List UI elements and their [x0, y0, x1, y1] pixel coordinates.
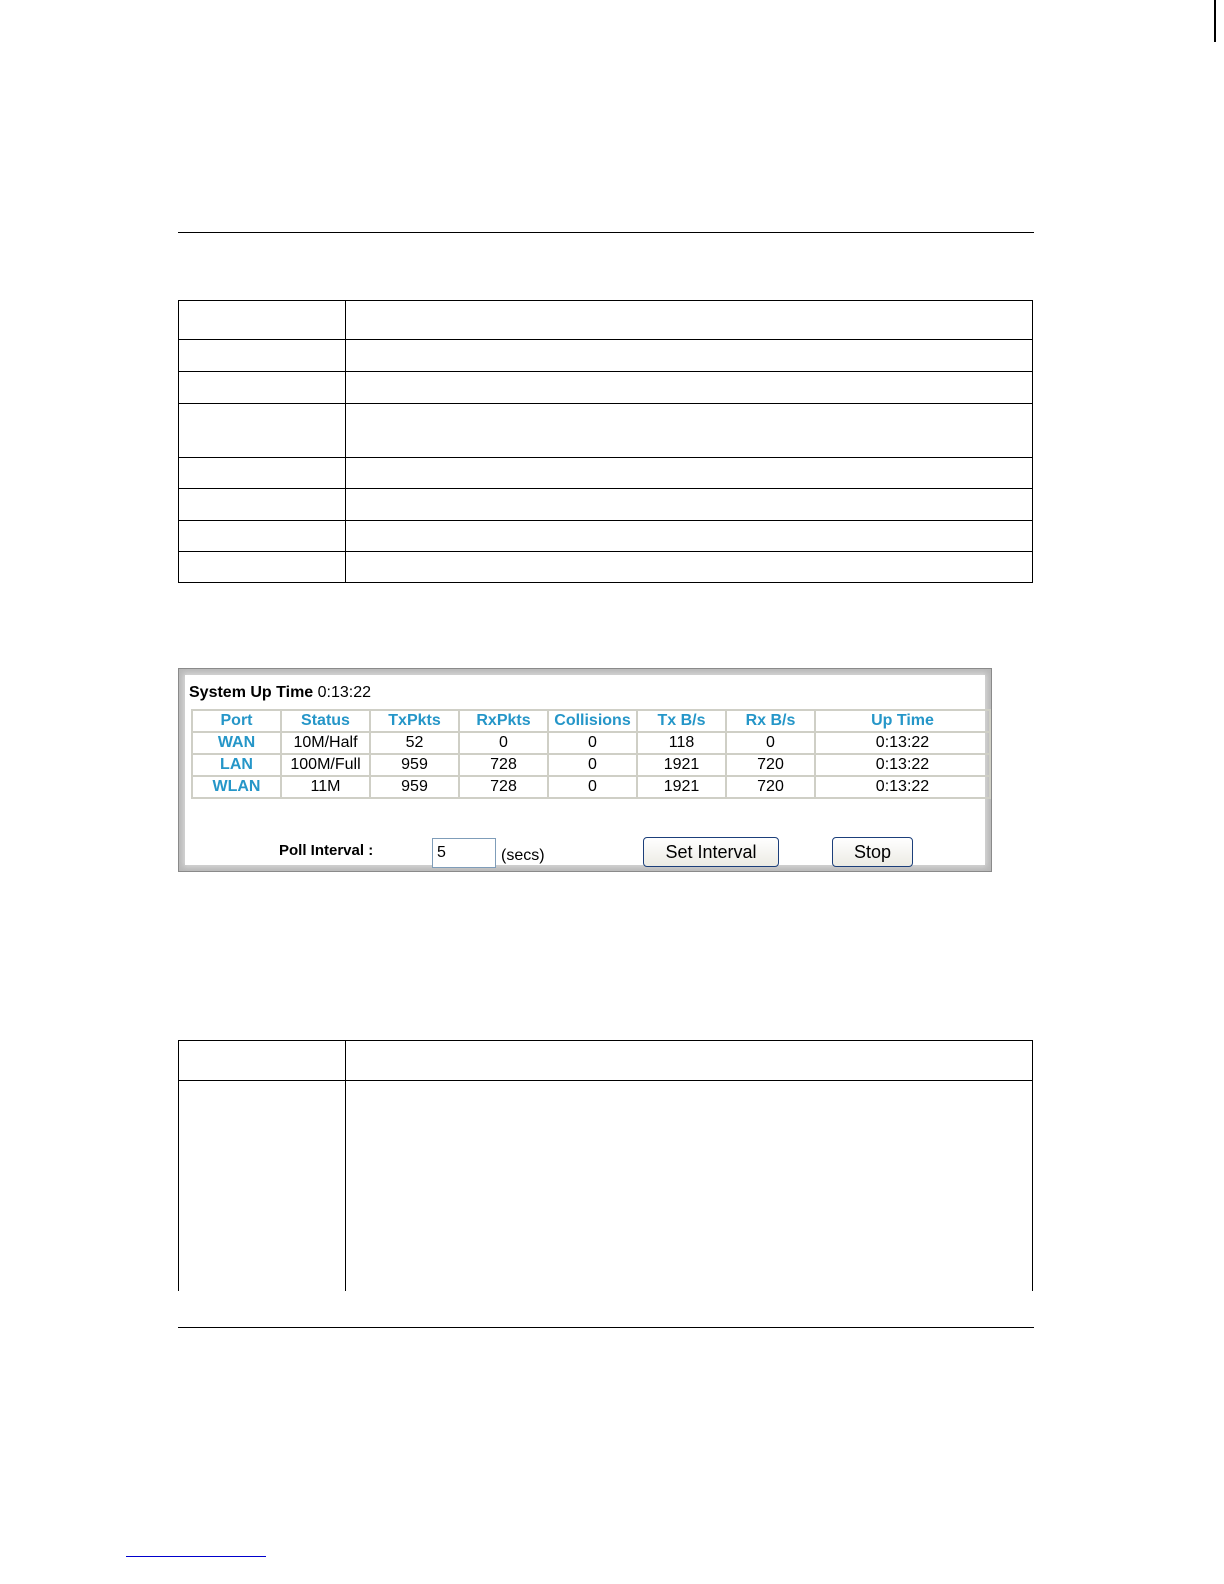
doc-cell [346, 1041, 1033, 1081]
doc-table-row [179, 1081, 1033, 1291]
doc-cell [179, 489, 346, 521]
description-table-top [178, 300, 1033, 583]
up-time-cell: 0:13:22 [815, 754, 990, 776]
doc-cell [346, 372, 1033, 404]
column-header-tx-bs: Tx B/s [637, 710, 726, 732]
system-up-time-value: 0:13:22 [317, 684, 372, 701]
up-time-cell: 0:13:22 [815, 776, 990, 798]
rx-bs-cell: 720 [726, 754, 815, 776]
port-cell: LAN [192, 754, 281, 776]
txpkts-cell: 959 [370, 754, 459, 776]
description-table-bottom [178, 1040, 1033, 1291]
collisions-cell: 0 [548, 732, 637, 754]
header-rule [178, 232, 1034, 233]
system-up-time [189, 684, 371, 702]
doc-cell [179, 340, 346, 372]
column-header-status: Status [281, 710, 370, 732]
doc-cell [179, 372, 346, 404]
column-header-txpkts: TxPkts [370, 710, 459, 732]
stats-header-row [192, 710, 990, 732]
system-up-time-label: System Up Time [189, 684, 314, 701]
tx-bs-cell: 1921 [637, 754, 726, 776]
txpkts-cell: 52 [370, 732, 459, 754]
status-cell: 11M [281, 776, 370, 798]
rxpkts-cell: 728 [459, 776, 548, 798]
doc-table-header-row [179, 301, 1033, 340]
table-row [192, 732, 990, 754]
poll-interval-input[interactable] [432, 838, 496, 868]
column-header-collisions: Collisions [548, 710, 637, 732]
rxpkts-cell: 0 [459, 732, 548, 754]
port-statistics-table [191, 709, 991, 799]
doc-cell [346, 552, 1033, 583]
table-row [192, 776, 990, 798]
doc-table-row [179, 521, 1033, 552]
column-header-port: Port [192, 710, 281, 732]
poll-interval-label: Poll Interval : [279, 842, 374, 859]
doc-cell [346, 404, 1033, 458]
doc-cell [346, 458, 1033, 489]
doc-table-row [179, 552, 1033, 583]
txpkts-cell: 959 [370, 776, 459, 798]
doc-cell [346, 1081, 1033, 1291]
doc-table-row [179, 404, 1033, 458]
port-cell: WAN [192, 732, 281, 754]
tx-bs-cell: 1921 [637, 776, 726, 798]
footer-link-underline [126, 1556, 266, 1557]
doc-cell [346, 340, 1033, 372]
port-cell: WLAN [192, 776, 281, 798]
doc-cell [179, 301, 346, 340]
doc-cell [346, 521, 1033, 552]
doc-cell [179, 521, 346, 552]
collisions-cell: 0 [548, 776, 637, 798]
column-header-rxpkts: RxPkts [459, 710, 548, 732]
secs-label: (secs) [501, 847, 545, 864]
statistics-panel [185, 675, 985, 865]
up-time-cell: 0:13:22 [815, 732, 990, 754]
collisions-cell: 0 [548, 754, 637, 776]
status-cell: 10M/Half [281, 732, 370, 754]
doc-cell [346, 301, 1033, 340]
table-row [192, 754, 990, 776]
rx-bs-cell: 0 [726, 732, 815, 754]
doc-table-row [179, 489, 1033, 521]
doc-cell [179, 552, 346, 583]
status-cell: 100M/Full [281, 754, 370, 776]
stop-button[interactable]: Stop [832, 837, 913, 867]
doc-table-row [179, 458, 1033, 489]
doc-table-row [179, 372, 1033, 404]
column-header-rx-bs: Rx B/s [726, 710, 815, 732]
page-edge-mark [1214, 0, 1216, 42]
doc-cell [179, 404, 346, 458]
doc-table-row [179, 340, 1033, 372]
rx-bs-cell: 720 [726, 776, 815, 798]
doc-cell [179, 458, 346, 489]
doc-table-header-row [179, 1041, 1033, 1081]
doc-cell [346, 489, 1033, 521]
rxpkts-cell: 728 [459, 754, 548, 776]
router-statistics-screenshot [178, 668, 992, 872]
doc-cell [179, 1041, 346, 1081]
footer-rule [178, 1327, 1034, 1328]
column-header-up-time: Up Time [815, 710, 990, 732]
set-interval-button[interactable]: Set Interval [643, 837, 779, 867]
doc-cell [179, 1081, 346, 1291]
tx-bs-cell: 118 [637, 732, 726, 754]
